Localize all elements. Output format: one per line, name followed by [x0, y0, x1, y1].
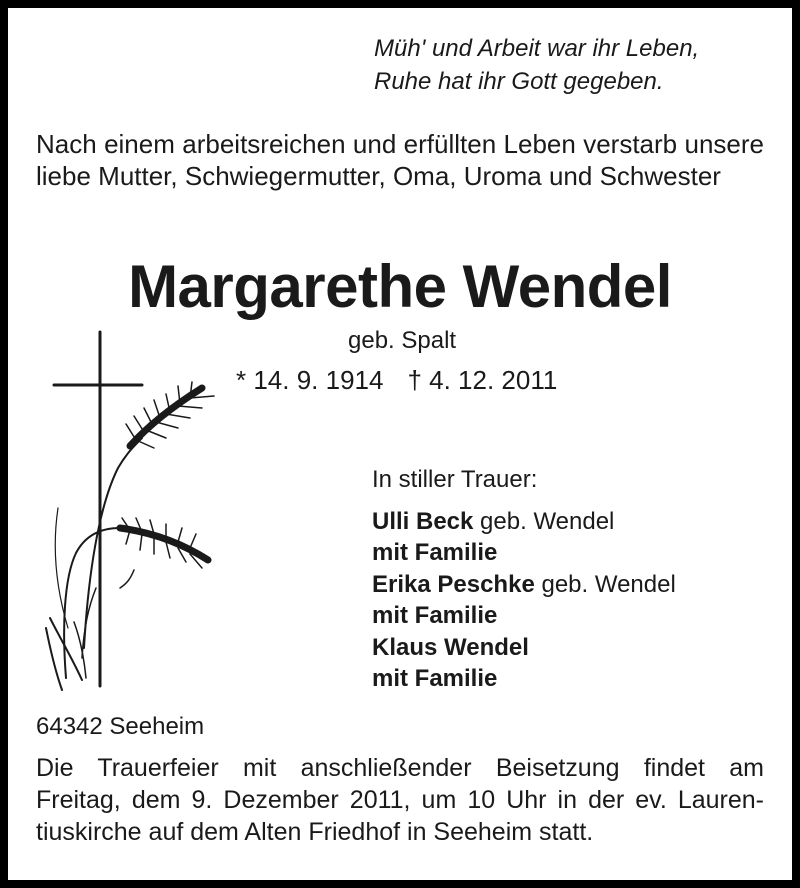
- motto-verse: [374, 32, 699, 98]
- mourners-list: [372, 464, 676, 695]
- service-line-1: Die Trauerfeier mit anschließender Beisetzung findet am: [36, 754, 764, 782]
- mourner-suffix: geb. Wendel: [534, 570, 676, 598]
- place-line: 64342 Seeheim: [36, 713, 205, 740]
- cross-with-wheat-icon: [30, 328, 230, 698]
- mourner-row: [372, 506, 676, 538]
- birth-date: * 14. 9. 1914: [236, 365, 384, 395]
- mourner-suffix: geb. Wendel: [473, 507, 615, 535]
- service-line-3: tiuskirche auf dem Alten Friedhof in Seeheim statt.: [36, 818, 594, 846]
- mourner-name: mit Familie: [372, 602, 498, 629]
- mourner-row: [372, 537, 676, 569]
- mourner-row: [372, 569, 676, 601]
- service-line-2: Freitag, dem 9. Dezember 2011, um 10 Uhr in der ev. Lauren-: [36, 786, 764, 814]
- mourner-name: Klaus Wendel: [372, 633, 529, 661]
- mourner-name: Erika Peschke: [372, 570, 535, 598]
- obituary-card: [8, 8, 792, 880]
- motto-line-1: Müh' und Arbeit war ihr Leben,: [374, 35, 700, 62]
- maiden-name: geb. Spalt: [348, 327, 457, 354]
- motto-line-2: Ruhe hat ihr Gott gegeben.: [374, 68, 664, 95]
- deceased-name: Margarethe Wendel: [128, 253, 672, 320]
- life-dates: [236, 363, 557, 397]
- mourner-row: [372, 663, 676, 695]
- mourner-row: [372, 600, 676, 632]
- intro-text: Nach einem arbeitsreichen und erfüllten Leben verstarb unsere liebe Mutter, Schwiegermutter, Oma, Uroma und Schwester: [36, 129, 764, 191]
- mourner-name: mit Familie: [372, 665, 498, 692]
- mourner-name: mit Familie: [372, 539, 498, 566]
- mourners-heading: In stiller Trauer:: [372, 466, 538, 493]
- service-announcement: [36, 752, 764, 848]
- death-date: † 4. 12. 2011: [407, 365, 558, 395]
- mourner-row: [372, 632, 676, 664]
- mourner-name: Ulli Beck: [372, 507, 474, 535]
